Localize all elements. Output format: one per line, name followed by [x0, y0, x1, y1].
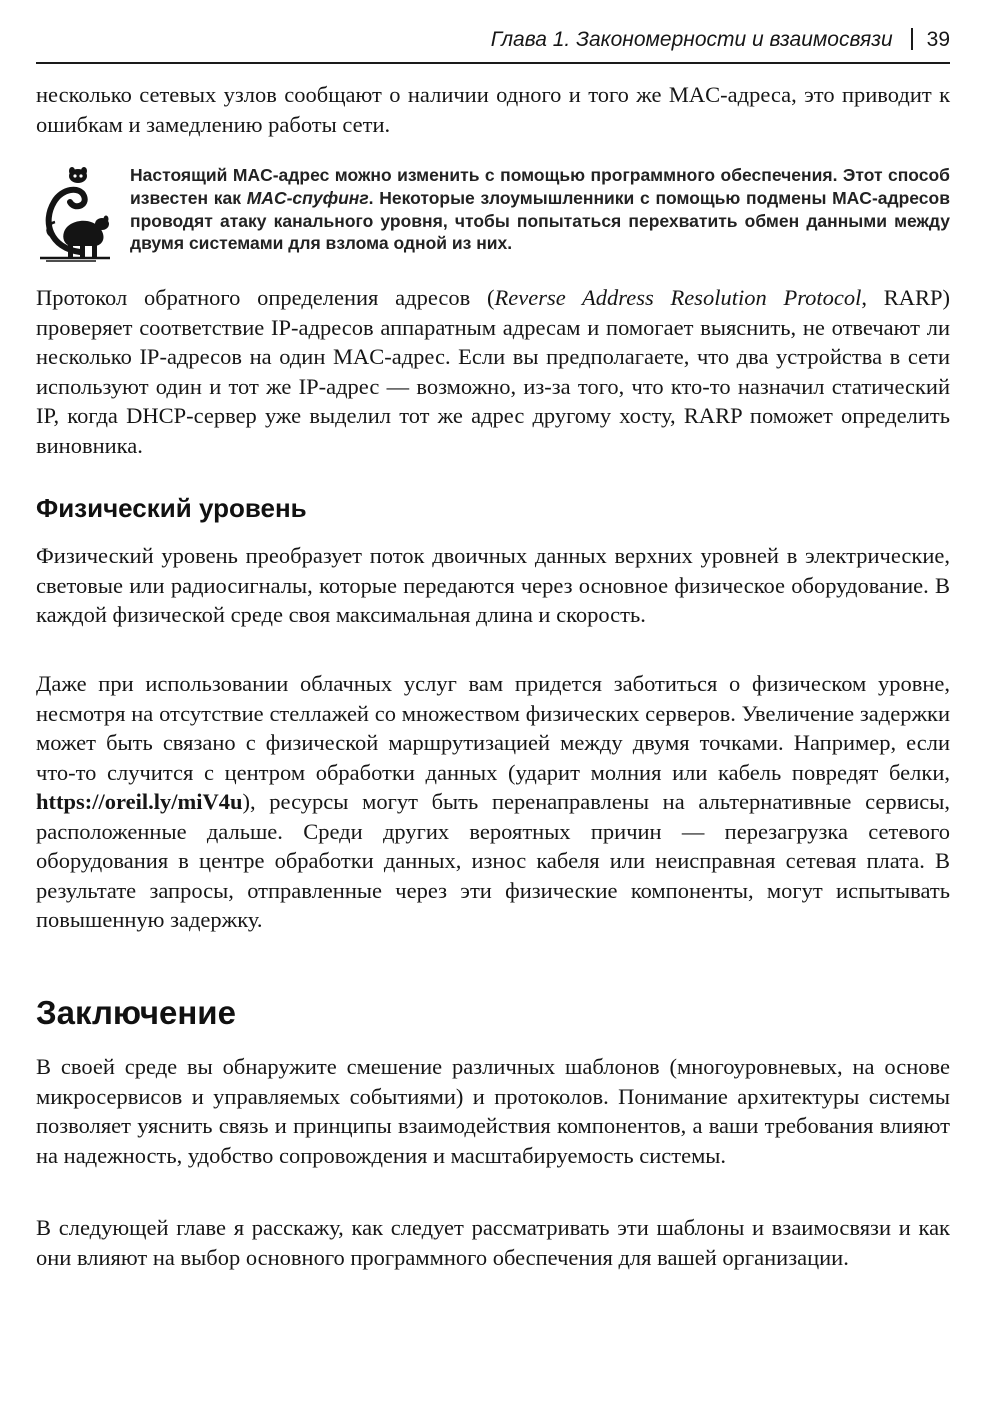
- chapter-title: Глава 1. Закономерности и взаимосвязи: [490, 28, 893, 51]
- note-text-after: . Некоторые злоумышленники с помощью подмены MAC-адресов проводят атаку канального уровня, чтобы попытаться перехватить обмен данными между двумя системами для взлома одной из них.: [130, 187, 950, 254]
- section-heading-conclusion: Заключение: [36, 994, 236, 1031]
- lemur-icon: [36, 166, 112, 266]
- rarp-text-after: , RARP) проверяет соответствие IP-адресов аппаратным адресам и помогает выяснить, не отвечают ли несколько IP-адресов на один MAC-адрес. Если вы предполагаете, что два устройства в сети используют один и тот же IP-адрес — возможно, из-за того, что кто-то назначил статический IP, когда DHCP-сервер уже выделил тот же адрес другому хосту, RARP поможет определить виновника.: [36, 285, 951, 458]
- running-header: [36, 22, 950, 64]
- section-heading-physical: Физический уровень: [36, 493, 307, 523]
- page-number: 39: [926, 28, 950, 51]
- reference-link[interactable]: https://oreil.ly/miV4u: [36, 789, 243, 814]
- rarp-text-before: Протокол обратного определения адресов (: [36, 285, 495, 310]
- physical-paragraph-2: [36, 669, 950, 935]
- rarp-paragraph: [36, 283, 950, 460]
- rarp-term: Reverse Address Resolution Protocol: [494, 285, 862, 310]
- physical-text-before-link: Даже при использовании облачных услуг вам придется заботиться о физическом уровне, несмотря на отсутствие стеллажей со множеством физических серверов. Увеличение задержки может быть связано с физической маршрутизацией между двумя точками. Например, если что-то случится с центром обработки данных (ударит молния или кабель повредят белки,: [36, 671, 950, 785]
- note-term: MAC-спуфинг: [246, 187, 369, 208]
- note-text-before: Настоящий MAC-адрес можно изменить с помощью программного обеспечения. Этот способ известен как: [130, 165, 950, 208]
- note-paragraph: [130, 164, 950, 255]
- physical-paragraph-1: Физический уровень преобразует поток двоичных данных верхних уровней в электрические, световые или радиосигналы, которые передаются через основное физическое оборудование. В каждой физической среде своя максимальная длина и скорость.: [36, 543, 950, 627]
- intro-paragraph: несколько сетевых узлов сообщают о наличии одного и того же MAC-адреса, это приводит к ошибкам и замедлению работы сети.: [36, 82, 950, 137]
- physical-text-after-link: ), ресурсы могут быть перенаправлены на альтернативные сервисы, расположенные дальше. Среди других вероятных причин — перезагрузка сетевого оборудования в центре обработки данных, износ кабеля или неисправная сетевая плата. В результате запросы, отправленные через эти физические компоненты, могут испытывать повышенную задержку.: [36, 789, 950, 932]
- header-separator: [911, 28, 913, 50]
- conclusion-paragraph-1: В своей среде вы обнаружите смешение различных шаблонов (многоуровневых, на основе микросервисов и управляемых событиями) и протоколов. Понимание архитектуры системы позволяет уяснить связь и принципы взаимодействия компонентов, а ваши требования влияют на надежность, удобство сопровождения и масштабируемость системы.: [36, 1054, 950, 1168]
- conclusion-paragraph-2: В следующей главе я расскажу, как следует рассматривать эти шаблоны и взаимосвязи и как они влияют на выбор основного программного обеспечения для вашей организации.: [36, 1215, 950, 1270]
